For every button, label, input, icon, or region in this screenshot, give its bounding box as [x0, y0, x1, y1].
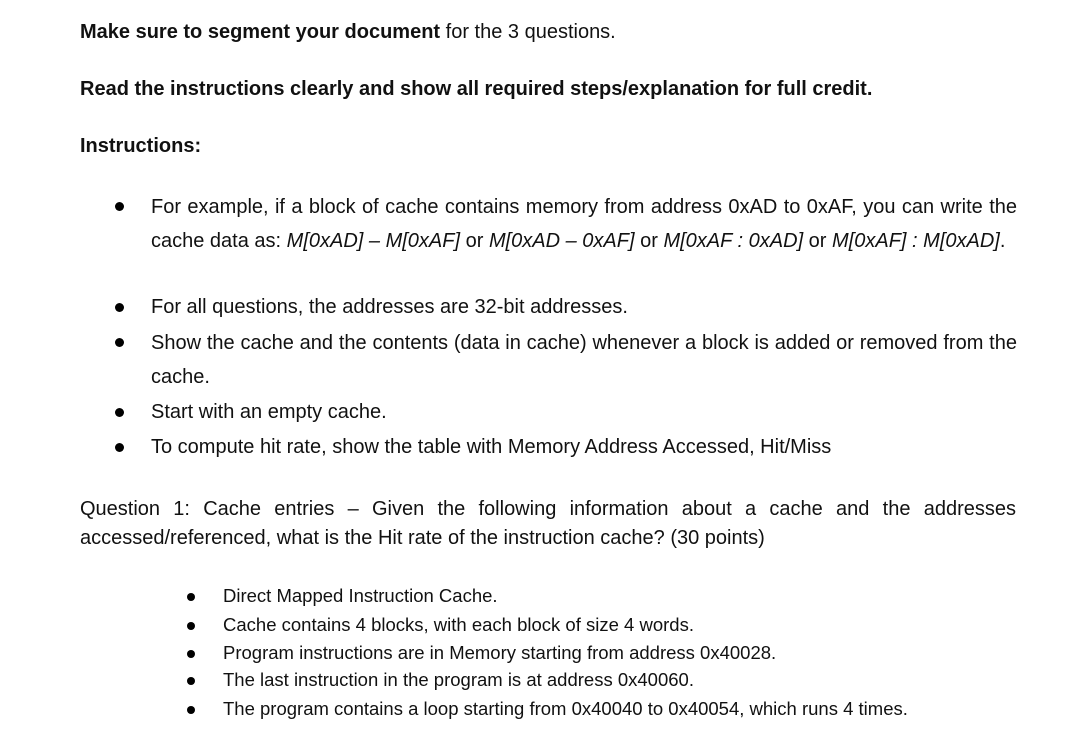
segment-note-bold: Make sure to segment your document	[80, 21, 441, 43]
bullet-icon	[187, 622, 195, 630]
instruction-item-text: Show the cache and the contents (data in cache) whenever a block is added or removed from the cache.	[151, 332, 1017, 388]
bullet-icon	[187, 677, 195, 685]
bullet-icon	[187, 593, 195, 601]
instruction-item-text: For all questions, the addresses are 32-bit addresses.	[151, 296, 628, 318]
bullet-icon	[115, 338, 124, 347]
bullet-icon	[115, 443, 124, 452]
instruction-item-text: Start with an empty cache.	[151, 401, 387, 423]
detail-item-text: Program instructions are in Memory starting from address 0x40028.	[223, 642, 777, 663]
bullet-icon	[187, 706, 195, 714]
detail-item-text: Direct Mapped Instruction Cache.	[223, 585, 498, 606]
instruction-item-text: To compute hit rate, show the table with Memory Address Accessed, Hit/Miss	[151, 436, 832, 458]
instruction-1-or-1: or	[460, 230, 489, 252]
detail-item-text: The last instruction in the program is at address 0x40060.	[223, 669, 694, 690]
instruction-1-end: .	[999, 230, 1006, 252]
read-instructions-note: Read the instructions clearly and show all required steps/explanation for full credit.	[80, 78, 873, 100]
bullet-icon	[187, 650, 195, 658]
instruction-1-expr-3: M[0xAF : 0xAD]	[663, 230, 804, 252]
bullet-icon	[115, 303, 124, 312]
instruction-1-or-3: or	[803, 230, 833, 252]
segment-note-rest: for the 3 questions.	[440, 21, 616, 43]
detail-item-text: Cache contains 4 blocks, with each block of size 4 words.	[223, 614, 694, 635]
instruction-1-expr-2: M[0xAD – 0xAF]	[488, 230, 635, 252]
instruction-1-expr-1: M[0xAD] – M[0xAF]	[286, 230, 461, 252]
instruction-item-text	[151, 190, 1017, 258]
instruction-1-expr-4: M[0xAF] : M[0xAD]	[832, 230, 1000, 252]
detail-item-text: The program contains a loop starting from 0x40040 to 0x40054, which runs 4 times.	[223, 698, 908, 719]
segment-note	[80, 20, 616, 44]
instructions-heading: Instructions:	[80, 135, 202, 157]
instruction-1-text: For example, if a block of cache contains memory from address 0xAD to 0xAF, you can write the cache data as:	[151, 196, 1017, 252]
bullet-icon	[115, 408, 124, 417]
bullet-icon	[115, 202, 124, 211]
question-1-text: Question 1: Cache entries – Given the following information about a cache and the addresses accessed/referenced, what is the Hit rate of the instruction cache? (30 points)	[80, 498, 1016, 549]
instruction-1-or-2: or	[634, 230, 664, 252]
